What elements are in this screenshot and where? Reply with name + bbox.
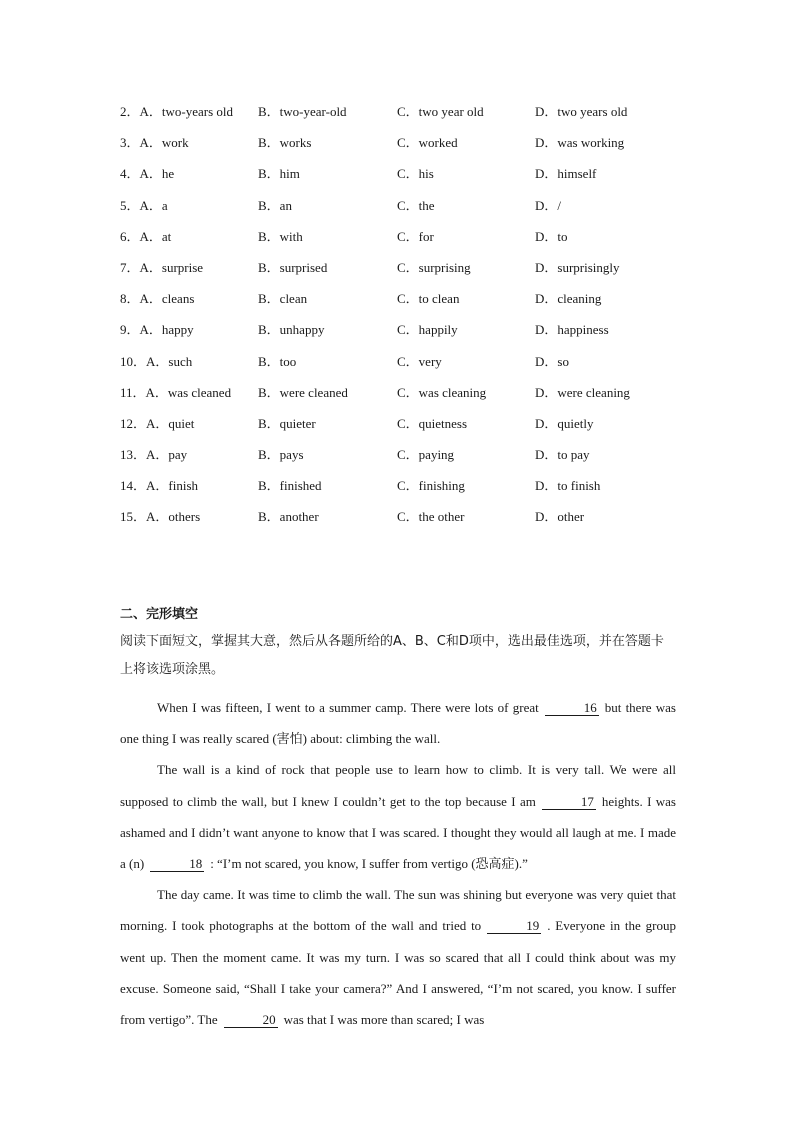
option-a: 6．A．at [120, 228, 172, 244]
option-b: B．quieter [258, 415, 316, 431]
option-b: B．him [258, 166, 300, 182]
option-d: D．so [535, 353, 569, 369]
blank-16: 16 [545, 700, 599, 716]
cloze-passage [120, 692, 676, 1035]
option-b: B．works [258, 135, 312, 151]
multiple-choice-list [120, 100, 680, 537]
option-b: B．surprised [258, 259, 328, 275]
question-number: 2． [120, 104, 140, 119]
question-number: 6． [120, 228, 140, 244]
option-a: 4．A．he [120, 166, 175, 182]
option-c: C．the other [397, 509, 465, 525]
question-row [120, 162, 680, 193]
passage-paragraph: The wall is a kind of rock that people use to learn how to climb. It is very tall. We were all supposed to climb the wall, but I knew I couldn’t get to the top because I am 17 heights. I was ashamed and I didn’t want anyone to know that I was scared. I thought they would all laugh at me. I made a (n) 18 : “I’m not scared, you know, I suffer from vertigo (恐高症).” [120, 762, 676, 872]
option-d: D．himself [535, 166, 597, 182]
blank-17: 17 [542, 794, 596, 810]
question-row [120, 225, 680, 256]
option-b: B．clean [258, 291, 308, 307]
option-c: C．paying [397, 447, 455, 463]
question-row [120, 350, 680, 381]
option-d: D．to pay [535, 447, 590, 463]
option-b: B．two-year-old [258, 104, 347, 119]
option-d: D．two years old [535, 104, 628, 119]
option-a: 9．A．happy [120, 322, 194, 338]
question-number: 13． [120, 447, 147, 463]
option-c: C．for [397, 228, 434, 244]
section-instructions: 阅读下面短文，掌握其大意，然后从各题所给的A、B、C和D项中，选出最佳选项，并在答题卡上将该选项涂黑。 [120, 634, 664, 677]
option-c: C．worked [397, 135, 458, 151]
option-d: D．other [535, 509, 585, 525]
option-a: 7．A．surprise [120, 259, 204, 275]
question-row [120, 256, 680, 287]
option-a: 5．A．a [120, 197, 168, 213]
option-d: D．to finish [535, 478, 601, 494]
option-d: D．to [535, 228, 568, 244]
option-c: C．finishing [397, 478, 465, 494]
option-d: D．/ [535, 197, 562, 213]
option-c: C．was cleaning [397, 384, 487, 400]
question-number: 7． [120, 259, 140, 275]
question-row [120, 443, 680, 474]
option-a: 12．A．quiet [120, 415, 195, 431]
option-c: C．quietness [397, 415, 468, 431]
option-c: C．his [397, 166, 434, 182]
question-number: 15． [120, 509, 147, 525]
option-c: C．the [397, 197, 435, 213]
passage-paragraph: The day came. It was time to climb the wall. The sun was shining but everyone was very quiet that morning. I took photographs at the bottom of the wall and tried to 19 . Everyone in the group went up. Then the moment came. It was my turn. I was so scared that all I could think about was my excuse. Someone said, “Shall I take your camera?” And I answered, “I’m not scared, you know. I suffer from vertigo”. The 20 was that I was more than scared; I was [120, 887, 676, 1028]
option-c: C．happily [397, 322, 458, 338]
option-a: 11．A．was cleaned [120, 384, 232, 400]
option-a: 13．A．pay [120, 447, 188, 463]
option-b: B．were cleaned [258, 384, 348, 400]
option-b: B．an [258, 197, 292, 213]
question-row [120, 412, 680, 443]
option-b: B．another [258, 509, 319, 525]
question-number: 5． [120, 197, 140, 213]
option-d: D．were cleaning [535, 384, 630, 400]
question-row [120, 505, 680, 536]
question-number: 9． [120, 322, 140, 338]
option-d: D．cleaning [535, 291, 602, 307]
question-number: 14． [120, 478, 147, 494]
blank-20: 20 [224, 1012, 278, 1028]
question-number: 10． [120, 353, 147, 369]
option-c: C．very [397, 353, 442, 369]
option-b: B．finished [258, 478, 322, 494]
question-number: 4． [120, 166, 140, 182]
option-a: 8．A．cleans [120, 291, 195, 307]
question-row [120, 131, 680, 162]
question-row [120, 318, 680, 349]
cloze-section [120, 604, 676, 1035]
question-number: 8． [120, 291, 140, 307]
option-a: 3．A．work [120, 135, 189, 151]
option-c: C．surprising [397, 259, 471, 275]
option-c: C．to clean [397, 291, 460, 307]
question-row [120, 287, 680, 318]
option-a: 10．A．such [120, 353, 193, 369]
option-a: 2．A．two-years old [120, 104, 234, 119]
section-title: 二、完形填空 [120, 607, 199, 622]
question-number: 11． [120, 384, 146, 400]
question-row [120, 194, 680, 225]
passage-paragraph: When I was fifteen, I went to a summer camp. There were lots of great 16 but there was one thing I was really scared (害怕) about: climbing the wall. [120, 700, 676, 747]
option-d: D．was working [535, 135, 625, 151]
question-number: 12． [120, 415, 147, 431]
option-b: B．with [258, 228, 303, 244]
option-d: D．quietly [535, 415, 594, 431]
option-d: D．happiness [535, 322, 609, 338]
blank-18: 18 [150, 856, 204, 872]
question-number: 3． [120, 135, 140, 151]
question-row [120, 381, 680, 412]
option-c: C．two year old [397, 104, 484, 119]
question-row [120, 100, 680, 131]
option-b: B．pays [258, 447, 304, 463]
option-a: 14．A．finish [120, 478, 199, 494]
option-d: D．surprisingly [535, 259, 620, 275]
option-b: B．unhappy [258, 322, 325, 338]
option-b: B．too [258, 353, 297, 369]
option-a: 15．A．others [120, 509, 201, 525]
blank-19: 19 [487, 918, 541, 934]
question-row [120, 474, 680, 505]
